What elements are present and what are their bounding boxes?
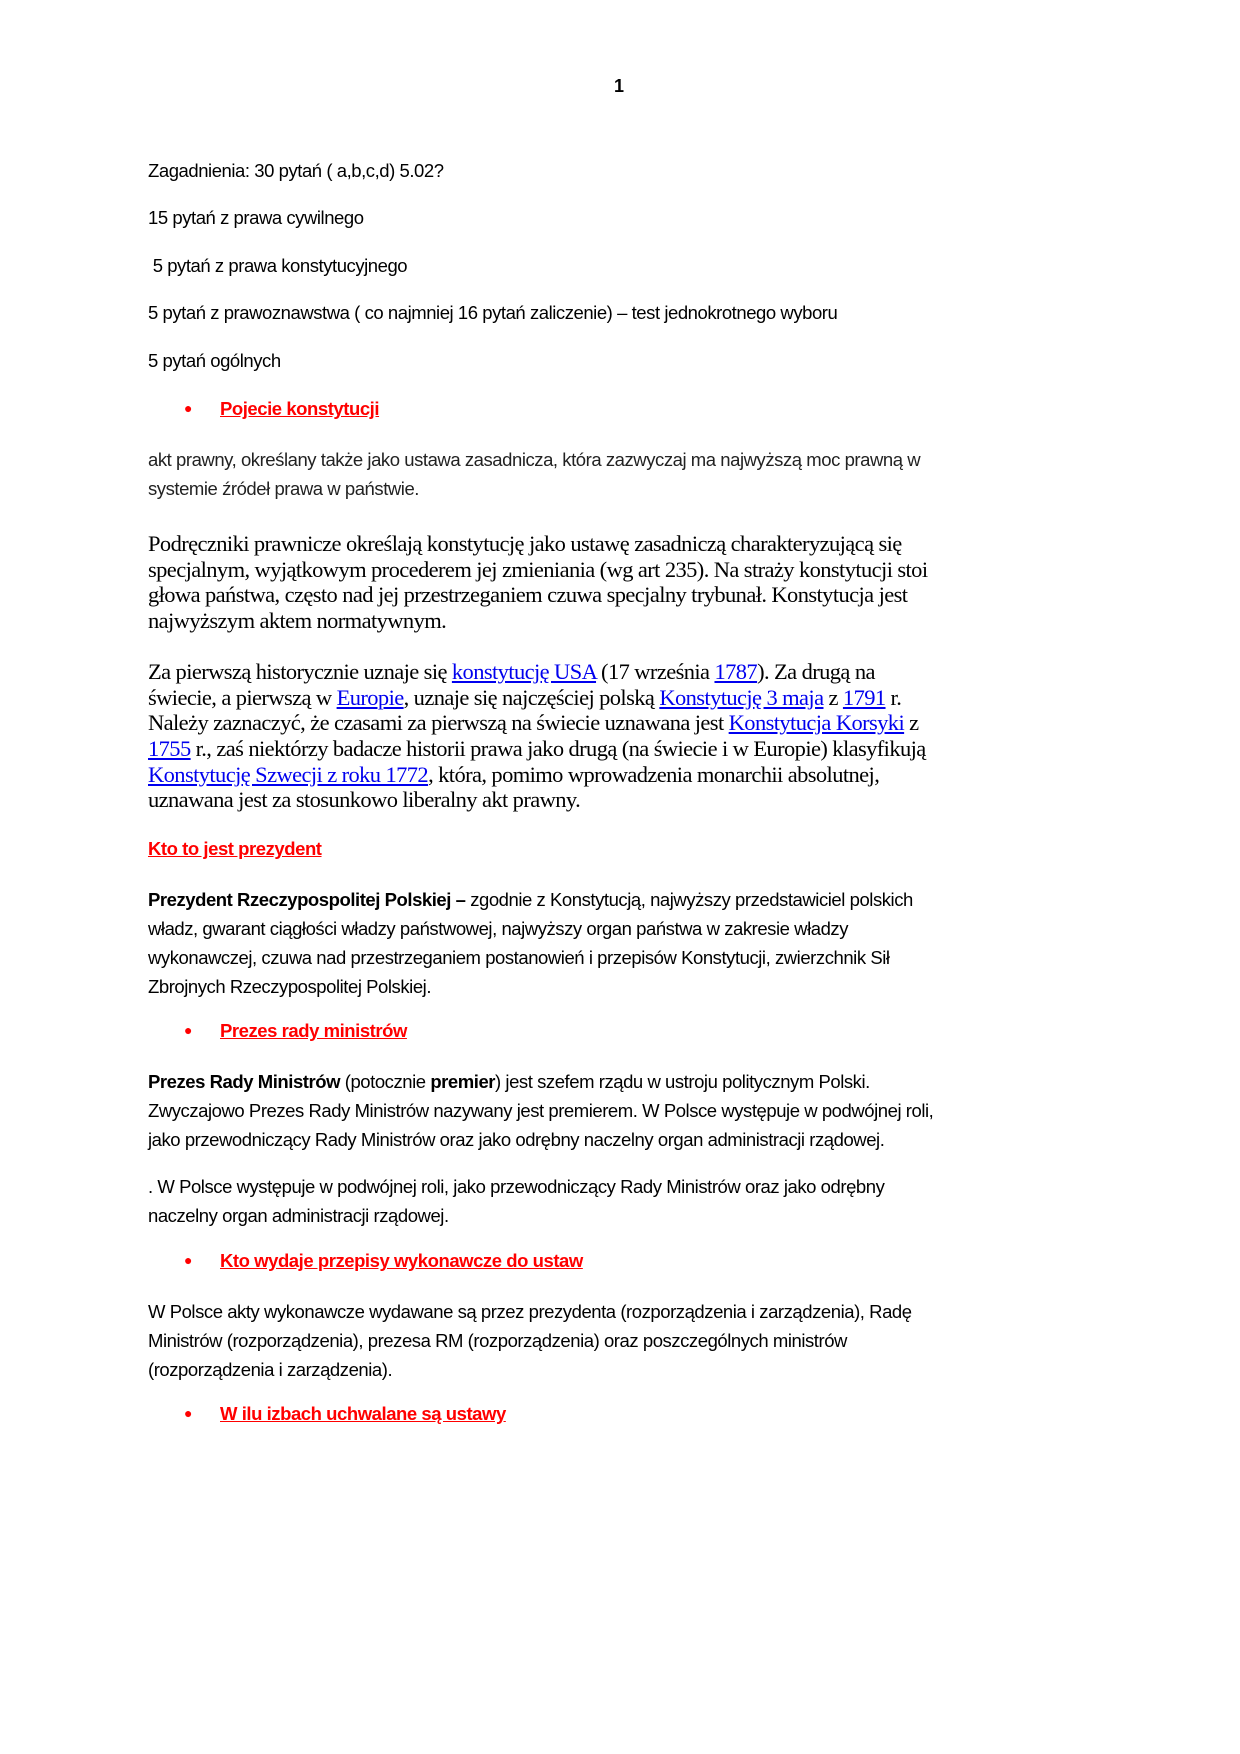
- text-span: Za pierwszą historycznie uznaje się: [148, 659, 452, 684]
- intro-line: 5 pytań z prawa konstytucyjnego: [148, 255, 408, 276]
- text-span: . W Polsce występuje w podwójnej roli, jako przewodniczący Rady Ministrów oraz jako odrębny: [148, 1176, 885, 1197]
- text-span: premier: [430, 1071, 496, 1092]
- text-line: [148, 1096, 933, 1125]
- text-line: systemie źródeł prawa w państwie.: [148, 478, 419, 499]
- text-span: Ministrów (rozporządzenia), prezesa RM (rozporządzenia) oraz poszczególnych ministrów: [148, 1330, 847, 1351]
- text-line: [148, 1326, 912, 1355]
- heading-prezes-rady-ministrow: Prezes rady ministrów: [220, 1020, 407, 1041]
- text-line: głowa państwa, często nad jej przestrzeganiem czuwa specjalny trybunał. Konstytucja jest: [148, 582, 908, 608]
- text-span: jako przewodniczący Rady Ministrów oraz jako odrębny naczelny organ administracji rządowej.: [148, 1129, 885, 1150]
- text-line: [148, 710, 926, 736]
- text-line: [148, 787, 926, 813]
- text-span: z: [904, 710, 919, 736]
- text-span: (potocznie: [340, 1071, 431, 1092]
- text-span: (17 września: [596, 659, 715, 684]
- akt-paragraph: [148, 445, 920, 503]
- text-span: W Polsce akty wykonawcze wydawane są przez prezydenta (rozporządzenia i zarządzenia), Radę: [148, 1301, 912, 1322]
- hyperlink[interactable]: 1787: [714, 659, 758, 684]
- intro-line: 5 pytań ogólnych: [148, 350, 281, 371]
- text-span: władz, gwarant ciągłości władzy państwowej, najwyższy organ państwa w zakresie władzy: [148, 918, 849, 939]
- heading-kto-to-jest-prezydent: Kto to jest prezydent: [148, 838, 322, 859]
- text-line: [148, 659, 926, 685]
- text-line: [148, 885, 913, 914]
- text-span: zgodnie z Konstytucją, najwyższy przedstawiciel polskich: [465, 889, 913, 910]
- heading-pojecie-konstytucji: Pojecie konstytucji: [220, 398, 380, 419]
- hyperlink[interactable]: Konstytucja Korsyki: [728, 710, 905, 736]
- intro-line: 15 pytań z prawa cywilnego: [148, 207, 364, 228]
- page-number: 1: [614, 76, 625, 96]
- podreczniki-paragraph: [148, 531, 928, 634]
- text-span: r.: [885, 684, 902, 710]
- prezydent-paragraph: [148, 885, 913, 1001]
- text-line: [148, 1355, 912, 1384]
- text-line: [148, 1201, 884, 1230]
- text-span: Zbrojnych Rzeczypospolitej Polskiej.: [148, 976, 432, 997]
- premier-paragraph-2: [148, 1172, 884, 1230]
- text-span: ) jest szefem rządu w ustroju politycznym Polski.: [495, 1071, 870, 1092]
- text-span: Prezes Rady Ministrów: [148, 1071, 341, 1092]
- text-span: ). Za drugą na: [757, 659, 875, 684]
- text-span: z: [823, 684, 843, 710]
- heading-przepisy-wykonawcze: Kto wydaje przepisy wykonawcze do ustaw: [220, 1250, 583, 1271]
- text-line: [148, 1297, 912, 1326]
- premier-paragraph: [148, 1067, 933, 1154]
- text-span: wykonawczej, czuwa nad przestrzeganiem postanowień i przepisów Konstytucji, zwierzchnik Sił: [148, 947, 890, 968]
- intro-line: 5 pytań z prawoznawstwa ( co najmniej 16 pytań zaliczenie) – test jednokrotnego wyboru: [148, 302, 838, 323]
- hyperlink[interactable]: 1791: [842, 684, 886, 710]
- intro-line: Zagadnienia: 30 pytań ( a,b,c,d) 5.02?: [148, 160, 444, 181]
- text-span: naczelny organ administracji rządowej.: [148, 1205, 449, 1226]
- text-span: (rozporządzenia i zarządzenia).: [148, 1359, 393, 1380]
- text-line: akt prawny, określany także jako ustawa zasadnicza, która zazwyczaj ma najwyższą moc prawną w: [148, 449, 921, 470]
- bullet-icon: ●: [184, 1407, 193, 1422]
- text-line: specjalnym, wyjątkowym procederem jej zmieniania (wg art 235). Na straży konstytucji stoi: [148, 556, 928, 582]
- text-line: najwyższym aktem normatywnym.: [148, 608, 447, 634]
- text-line: [148, 943, 913, 972]
- bullet-icon: ●: [184, 1024, 193, 1039]
- text-span: Zwyczajowo Prezes Rady Ministrów nazywany jest premierem. W Polsce występuje w podwójnej roli,: [148, 1100, 934, 1121]
- text-span: świecie, a pierwszą w: [148, 684, 337, 710]
- text-span: , która, pomimo wprowadzenia monarchii absolutnej,: [428, 761, 880, 787]
- text-line: [148, 914, 913, 943]
- heading-izby-ustawy: W ilu izbach uchwalane są ustawy: [220, 1403, 506, 1424]
- text-line: [148, 1172, 884, 1201]
- text-line: [148, 685, 926, 711]
- text-span: r., zaś niektórzy badacze historii prawa jako drugą (na świecie i w Europie) klasyfikują: [190, 736, 926, 762]
- wykonawcze-paragraph: [148, 1297, 912, 1384]
- hyperlink[interactable]: Europie: [336, 684, 404, 710]
- hyperlink[interactable]: Konstytucję Szwecji z roku 1772: [148, 761, 429, 787]
- bullet-icon: ●: [184, 1254, 193, 1269]
- text-span: Należy zaznaczyć, że czasami za pierwszą na świecie uznawana jest: [148, 710, 729, 736]
- text-span: , uznaje się najczęściej polską: [403, 684, 660, 710]
- text-line: [148, 1125, 933, 1154]
- text-line: [148, 1067, 933, 1096]
- bullet-icon: ●: [184, 402, 193, 417]
- hyperlink[interactable]: 1755: [148, 736, 191, 762]
- text-line: [148, 762, 926, 788]
- text-span: Prezydent Rzeczypospolitej Polskiej –: [148, 889, 466, 910]
- historia-paragraph: [148, 659, 926, 813]
- text-line: [148, 972, 913, 1001]
- text-line: Podręczniki prawnicze określają konstytucję jako ustawę zasadniczą charakteryzującą się: [148, 531, 902, 556]
- hyperlink[interactable]: Konstytucję 3 maja: [659, 684, 824, 710]
- text-line: [148, 736, 926, 762]
- text-span: uznawana jest za stosunkowo liberalny akt prawny.: [148, 787, 581, 813]
- hyperlink[interactable]: konstytucję USA: [451, 659, 597, 684]
